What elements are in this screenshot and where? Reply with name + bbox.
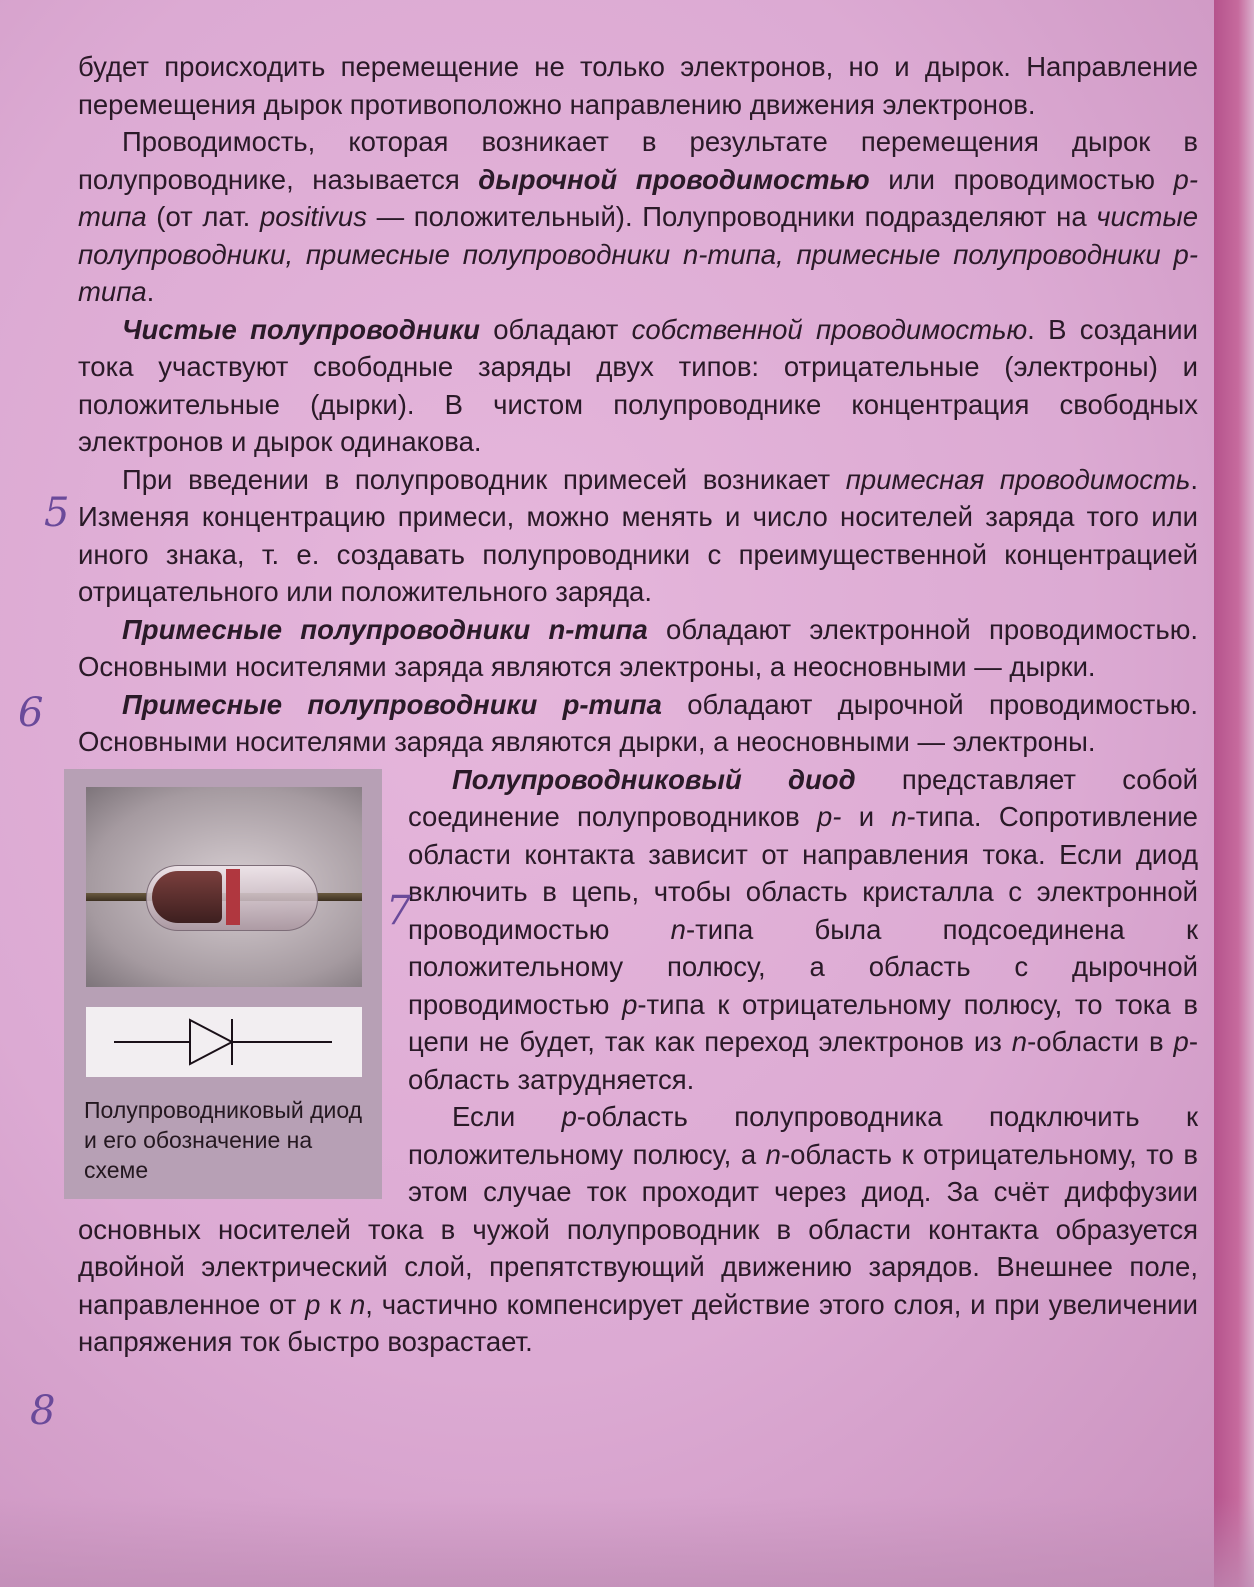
page-edge (1214, 0, 1254, 1587)
diode-body (152, 871, 222, 923)
figure-caption: Полупроводниковый диод и его обозначение на схеме (84, 1096, 363, 1183)
p8-text-e: -область к отрицательному, то в этом случае ток проходит через диод. За счёт диффузии основных носителей тока в чужой полупроводник в области контакта образуется двойной электрический слой, препятствующий движению зарядов. Внешнее поле, направленное от (78, 1138, 1198, 1320)
paragraph-1-text: будет происходить перемещение не только электронов, но и дырок. Направление перемещения дырок противоположно направлению движения электронов. (78, 51, 1198, 120)
paragraph-5 (78, 611, 1198, 686)
p7-text-n: -область затрудняется. (408, 1026, 1199, 1095)
term-positivus: positivus (259, 201, 367, 232)
term-p-type-semiconductors: Примесные полупроводники p-типа (122, 688, 662, 720)
pencil-mark-2: 6 (18, 690, 44, 736)
p2-text-g: — положительный). Полупроводники подразделяют на (366, 201, 1097, 232)
p7-text-i: p (622, 988, 638, 1020)
p8-text-a: Если (452, 1101, 562, 1132)
p7-text-k: n (1011, 1026, 1028, 1057)
p8-text-c: -область полупроводника подключить к положительному полюсу, а (408, 1101, 1198, 1170)
paragraph-2 (78, 123, 1198, 311)
p7-text-d: и (841, 801, 892, 832)
p3-text-d: . В создании тока участвуют свободные заряды двух типов: отрицательные (электроны) и положительные (дырки). В чистом полупроводнике концентрация свободных электронов и дырок одинакова. (78, 313, 1198, 457)
p5-text-b: обладают электронной проводимостью. Основными носителями заряда являются электроны, а неосновными — дырки. (78, 613, 1198, 682)
p6-text-b: обладают дырочной проводимостью. Основными носителями заряда являются дырки, а неосновными — электроны. (78, 688, 1198, 757)
term-pure-semiconductors: Чистые полупроводники (122, 313, 480, 345)
p8-text-d: n (765, 1138, 781, 1170)
p7-text-b: представляет собой соединение полупроводников (408, 763, 1198, 832)
paragraph-4 (78, 461, 1198, 611)
pencil-mark-1: 5 (44, 490, 70, 536)
p8-text-b: p (561, 1101, 577, 1132)
term-hole-conductivity: дырочной проводимостью (478, 163, 870, 195)
p3-text-b: обладают (479, 313, 632, 345)
term-impurity-conductivity: примесная проводимость (845, 463, 1191, 495)
p8-text-h: n (350, 1288, 366, 1320)
diode-photo (86, 787, 362, 987)
diode-figure (64, 769, 382, 1199)
page-shadow (0, 1497, 1254, 1587)
p7-text-m: p (1173, 1026, 1189, 1057)
pencil-mark-4: 8 (30, 1388, 56, 1434)
p4-text-a: При введении в полупроводник примесей возникает (122, 463, 846, 495)
textbook-text (78, 48, 1198, 1361)
p7-text-f: -типа. Сопротивление области контакта зависит от направления тока. Если диод включить в цепь, чтобы область кристалла с электронной проводимостью (408, 801, 1198, 945)
p2-text-a: Проводимость, которая возникает в результате перемещения дырок в полупроводнике, называется (78, 126, 1198, 195)
diode-symbol-icon (86, 1007, 362, 1077)
p7-text-h: -типа была подсоединена к положительному полюсу, а область с дырочной проводимостью (408, 913, 1198, 1020)
paragraph-3 (78, 311, 1198, 461)
term-semiconductor-types: чистые полупроводники, примесные полупроводники n-типа, примесные полупроводники p-типа (78, 201, 1198, 307)
term-p-type: p-типа (78, 163, 1198, 232)
p2-text-i: . (146, 276, 155, 307)
p7-text-e: n (891, 801, 907, 832)
p2-text-e: (от лат. (146, 201, 260, 232)
p8-text-f: p (305, 1288, 321, 1320)
p8-text-i: , частично компенсирует действие этого слоя, и при увеличении напряжения ток быстро возрастает. (78, 1288, 1199, 1357)
p7-text-l: -области в (1027, 1026, 1174, 1057)
term-n-type-semiconductors: Примесные полупроводники n-типа (122, 613, 648, 645)
p7-text-c: p- (816, 801, 842, 832)
paragraph-6 (78, 686, 1198, 761)
diode-band (226, 869, 240, 925)
p7-text-g: n (670, 913, 686, 945)
term-semiconductor-diode: Полупроводниковый диод (452, 763, 856, 795)
p7-text-j: -типа к отрицательному полюсу, то тока в цепи не будет, так как переход электронов из (408, 988, 1198, 1057)
p2-text-c: или проводимостью (869, 163, 1174, 195)
p8-text-g: к (320, 1288, 350, 1320)
p4-text-c: . Изменяя концентрацию примеси, можно менять и число носителей заряда того или иного знака, т. е. создавать полупроводники с преимущественной концентрацией отрицательного или положительного заряда. (78, 463, 1199, 607)
paragraph-1 (78, 48, 1198, 123)
term-intrinsic-conductivity: собственной проводимостью (631, 313, 1028, 345)
pencil-mark-3: 7 (386, 888, 412, 934)
diode-symbol (86, 1007, 362, 1077)
